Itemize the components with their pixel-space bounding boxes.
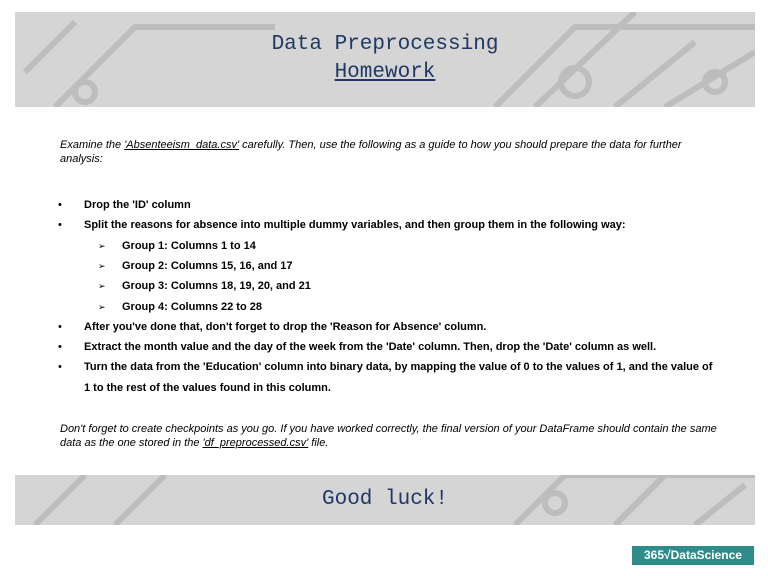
list-item (58, 195, 718, 215)
footer-banner (15, 475, 755, 525)
list-item-text: Group 3: Columns 18, 19, 20, and 21 (122, 280, 311, 293)
list-item-text: After you've done that, don't forget to drop the 'Reason for Absence' column. (84, 320, 487, 333)
list-item (58, 317, 718, 337)
sub-list-item (58, 296, 718, 316)
outro-paragraph (60, 422, 720, 450)
page-title: Data Preprocessing (271, 33, 499, 56)
bullet-icon: • (58, 320, 62, 333)
good-luck-text: Good luck! (321, 488, 449, 511)
list-item (58, 215, 718, 235)
bullet-icon: • (58, 341, 62, 354)
arrow-bullet-icon: ➢ (98, 301, 106, 312)
outro-file-link[interactable]: 'df_preprocessed.csv' (202, 437, 309, 449)
bullet-icon: • (58, 361, 62, 374)
brand-logo: 365√DataScience (632, 546, 754, 565)
arrow-bullet-icon: ➢ (98, 240, 106, 251)
sub-list-item (58, 236, 718, 256)
sub-list-item (58, 276, 718, 296)
list-item-text: Group 4: Columns 22 to 28 (122, 300, 262, 313)
intro-after: carefully. Then, use the following as a guide to how you should prepare the data for further analysis: (60, 139, 682, 165)
instruction-list (58, 195, 718, 398)
page-subtitle: Homework (334, 61, 436, 84)
arrow-bullet-icon: ➢ (98, 261, 106, 272)
intro-paragraph (60, 138, 720, 166)
list-item (58, 337, 718, 357)
list-item-text: Turn the data from the 'Education' column into binary data, by mapping the value of 0 to the values of 1, and the value of 1 to the rest of the values found in this column. (84, 361, 713, 394)
list-item-text: Group 2: Columns 15, 16, and 17 (122, 260, 293, 273)
outro-after: file. (308, 437, 329, 449)
bullet-icon: • (58, 199, 62, 212)
arrow-bullet-icon: ➢ (98, 281, 106, 292)
intro-file-link[interactable]: 'Absenteeism_data.csv' (124, 139, 240, 151)
bullet-icon: • (58, 219, 62, 232)
list-item (58, 357, 718, 398)
sub-list-item (58, 256, 718, 276)
header-banner (15, 12, 755, 107)
list-item-text: Group 1: Columns 1 to 14 (122, 239, 256, 252)
list-item-text: Split the reasons for absence into multiple dummy variables, and then group them in the following way: (84, 219, 626, 232)
list-item-text: Drop the 'ID' column (84, 199, 191, 212)
intro-before: Examine the (60, 139, 125, 151)
list-item-text: Extract the month value and the day of the week from the 'Date' column. Then, drop the 'Date' column as well. (84, 341, 657, 354)
outro-before: Don't forget to create checkpoints as you go. If you have worked correctly, the final version of your DataFrame should contain the same data as the one stored in the (60, 423, 717, 449)
